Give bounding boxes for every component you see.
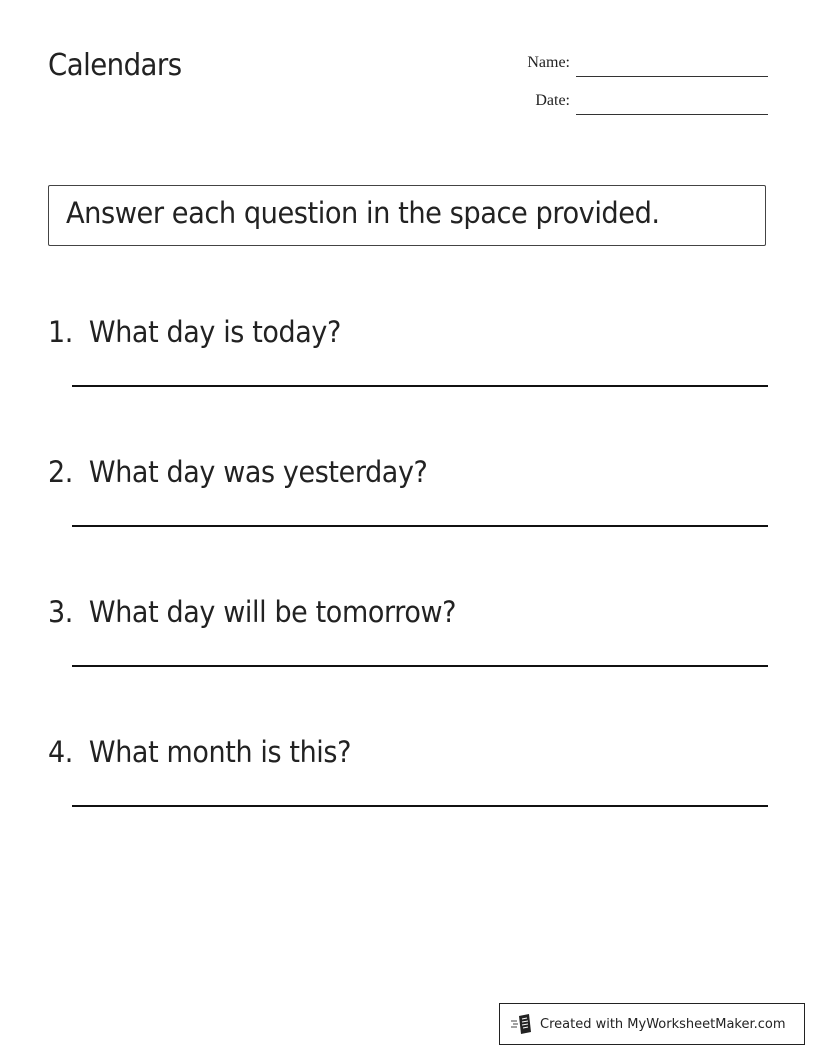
- question-number: 2.: [48, 455, 73, 489]
- question-text: What day was yesterday?: [88, 455, 428, 489]
- answer-line-2[interactable]: [72, 525, 768, 527]
- answer-line-3[interactable]: [72, 665, 768, 667]
- name-label: Name:: [527, 54, 570, 71]
- answer-line-4[interactable]: [72, 805, 768, 807]
- question-text: What day is today?: [88, 315, 341, 349]
- footer-badge[interactable]: [499, 1003, 805, 1045]
- page-title: Calendars: [48, 48, 182, 83]
- date-field-line[interactable]: [576, 114, 768, 115]
- question-number: 4.: [48, 735, 73, 769]
- question-2: [48, 455, 427, 489]
- question-text: What day will be tomorrow?: [88, 595, 457, 629]
- footer-text: Created with MyWorksheetMaker.com: [540, 1016, 786, 1032]
- question-text: What month is this?: [88, 735, 352, 769]
- question-number: 3.: [48, 595, 73, 629]
- question-1: [48, 315, 341, 349]
- answer-line-1[interactable]: [72, 385, 768, 387]
- question-4: [48, 735, 351, 769]
- instructions-text: Answer each question in the space provided.: [66, 196, 660, 230]
- worksheet-logo-icon: [510, 1013, 534, 1035]
- name-field-line[interactable]: [576, 76, 768, 77]
- question-number: 1.: [48, 315, 73, 349]
- question-3: [48, 595, 456, 629]
- instructions-box: [48, 185, 766, 246]
- date-label: Date:: [535, 92, 570, 109]
